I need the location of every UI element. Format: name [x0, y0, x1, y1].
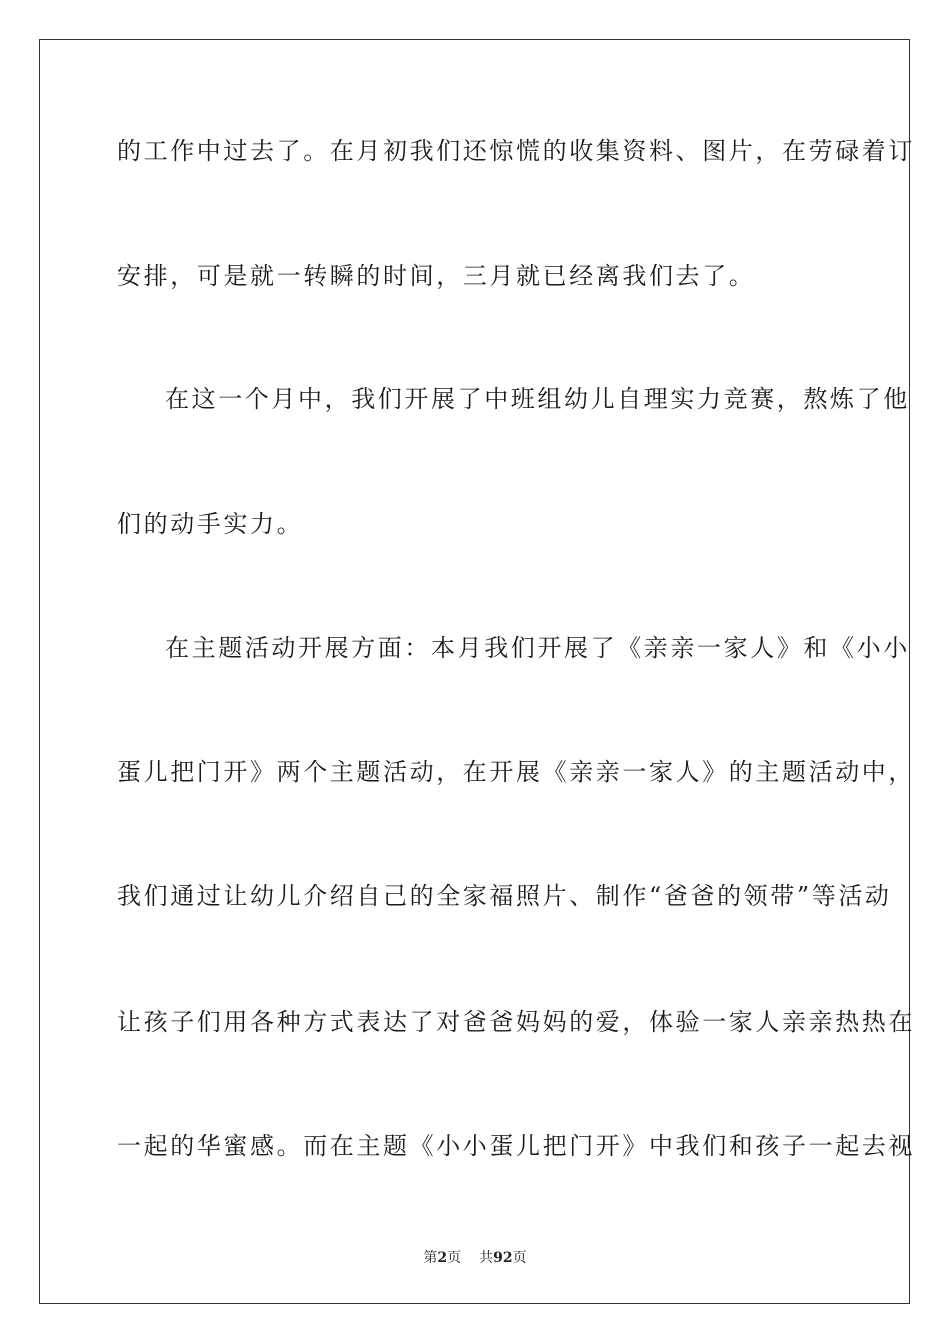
body-line-5: 在主题活动开展方面：本月我们开展了《亲亲一家人》和《小小 [165, 634, 910, 662]
page-border [39, 39, 915, 1304]
body-line-4: 们的动手实力。 [117, 510, 304, 538]
footer-total-pages: 92 [493, 1250, 513, 1266]
footer-page-number: 2 [437, 1250, 448, 1266]
body-line-1: 的工作中过去了。在月初我们还惊慌的收集资料、图片，在劳碌着订 [117, 137, 915, 165]
body-line-6: 蛋儿把门开》两个主题活动，在开展《亲亲一家人》的主题活动中， [117, 758, 915, 786]
footer-total-prefix: 共 [479, 1250, 494, 1266]
body-line-7: 我们通过让幼儿介绍自己的全家福照片、制作“爸爸的领带”等活动 [117, 882, 892, 910]
body-line-8: 让孩子们用各种方式表达了对爸爸妈妈的爱，体验一家人亲亲热热在 [117, 1008, 915, 1036]
footer-page-prefix: 第 [423, 1250, 438, 1266]
footer-page-suffix: 页 [447, 1250, 462, 1266]
page-footer [0, 1249, 950, 1267]
body-line-2: 安排，可是就一转瞬的时间，三月就已经离我们去了。 [117, 262, 756, 290]
footer-total-suffix: 页 [512, 1250, 527, 1266]
body-line-9: 一起的华蜜感。而在主题《小小蛋儿把门开》中我们和孩子一起去视 [117, 1132, 915, 1160]
body-line-3: 在这一个月中，我们开展了中班组幼儿自理实力竞赛，熬炼了他 [165, 385, 910, 413]
